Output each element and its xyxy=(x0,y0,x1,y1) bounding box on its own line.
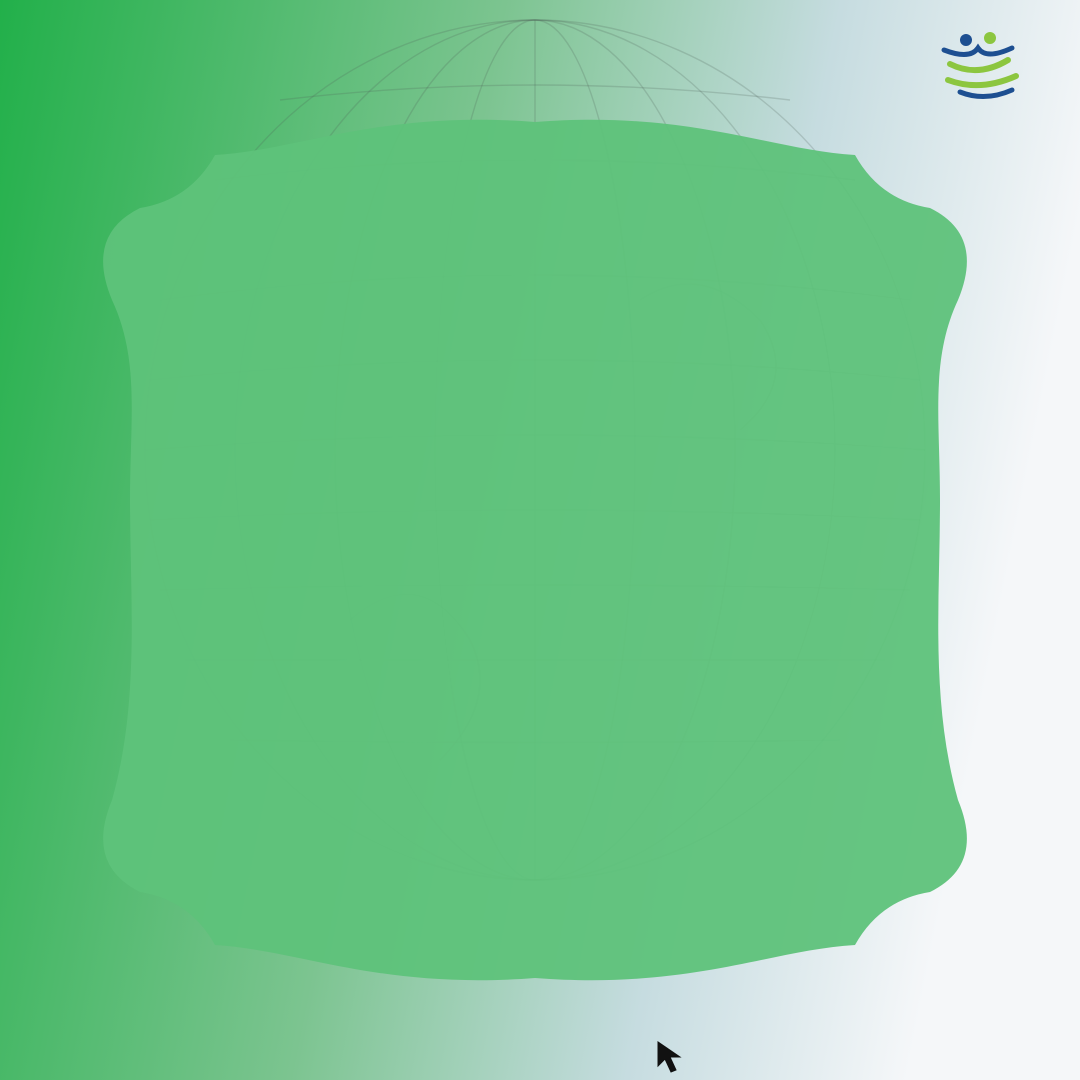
scalloped-frame xyxy=(103,120,967,980)
cursor-arrow-icon xyxy=(656,1040,690,1076)
logo-figures-icon xyxy=(930,30,1025,110)
logo xyxy=(892,30,1062,135)
